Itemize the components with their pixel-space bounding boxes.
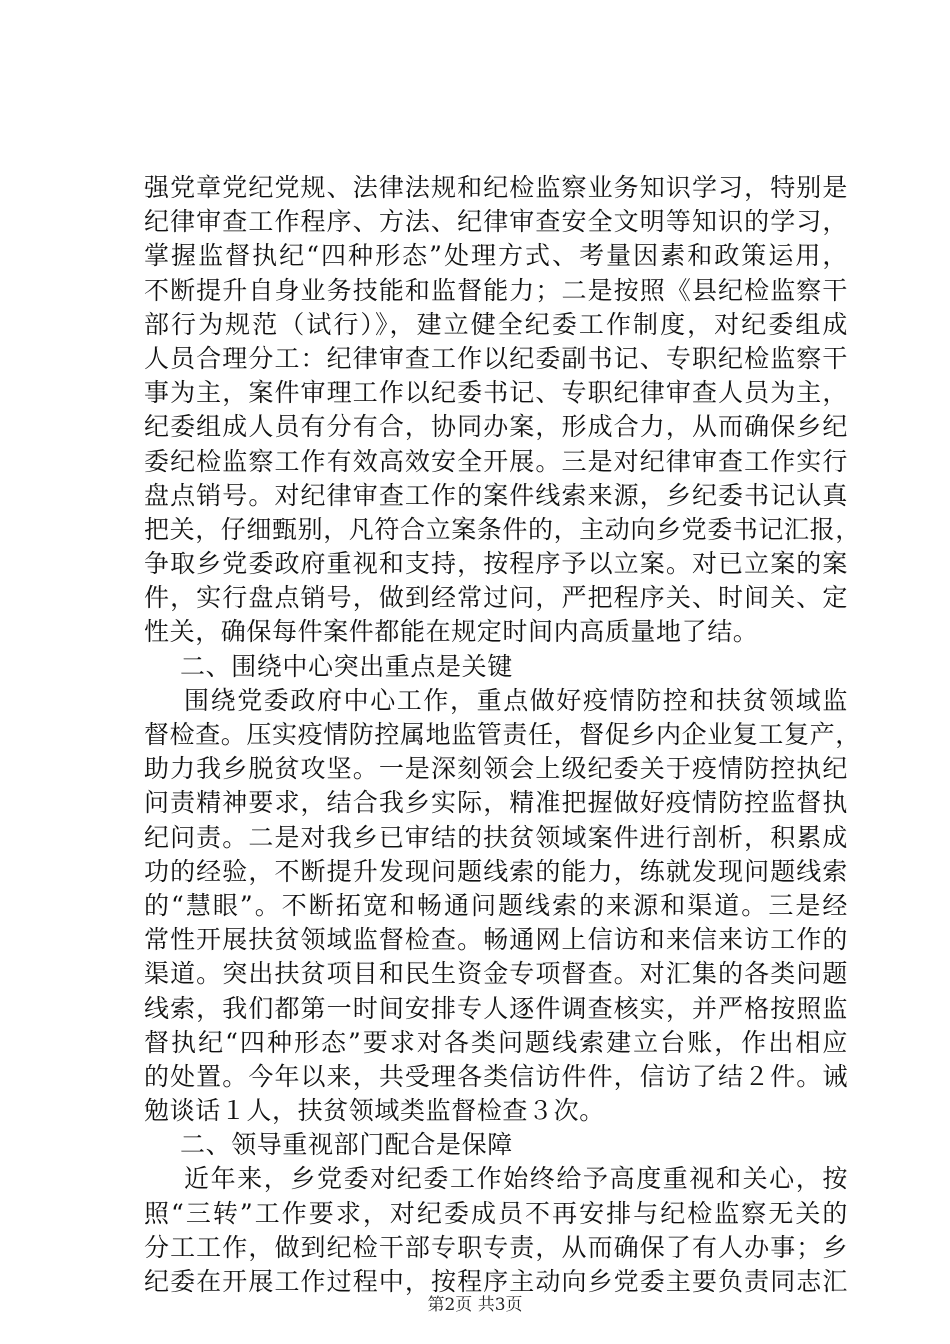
text-line: 委纪检监察工作有效高效安全开展。三是对纪律审查工作实行 [144, 446, 848, 476]
text-line: 事为主，案件审理工作以纪委书记、专职纪律审查人员为主， [144, 378, 848, 408]
text-line: 纪律审查工作程序、方法、纪律审查安全文明等知识的学习， [144, 207, 848, 237]
text-line: 督执纪“四种形态”要求对各类问题线索建立台账，作出相应 [144, 1027, 848, 1057]
text-line: 强党章党纪党规、法律法规和纪检监察业务知识学习，特别是 [144, 173, 848, 202]
text-line: 性关，确保每件案件都能在规定时间内高质量地了结。 [144, 617, 759, 647]
body-text [144, 171, 861, 1299]
text-line: 的“慧眼”。不断拓宽和畅通问题线索的来源和渠道。三是经 [144, 890, 848, 920]
text-line: 渠道。突出扶贫项目和民生资金专项督查。对汇集的各类问题 [144, 959, 848, 989]
text-line: 分工工作，做到纪检干部专职专责，从而确保了有人办事；乡 [144, 1232, 848, 1262]
text-line: 纪委在开展工作过程中，按程序主动向乡党委主要负责同志汇 [144, 1267, 848, 1296]
page-number-footer: 第2页 共3页 [427, 1295, 523, 1315]
text-line: 督检查。压实疫情防控属地监管责任，督促乡内企业复工复产， [144, 720, 861, 749]
text-line: 不断提升自身业务技能和监督能力；二是按照《县纪检监察干 [144, 275, 848, 305]
text-line: 件，实行盘点销号，做到经常过问，严把程序关、时间关、定 [144, 583, 848, 613]
section-heading: 二、围绕中心突出重点是关键 [180, 651, 513, 681]
text-line: 勉谈话１人，扶贫领域类监督检查３次。 [144, 1096, 605, 1126]
text-line: 常性开展扶贫领域监督检查。畅通网上信访和来信来访工作的 [144, 925, 848, 955]
text-line: 问责精神要求，结合我乡实际，精准把握做好疫情防控监督执 [144, 788, 848, 818]
text-line: 人员合理分工：纪律审查工作以纪委副书记、专职纪检监察干 [144, 343, 848, 373]
text-line: 掌握监督执纪“四种形态”处理方式、考量因素和政策运用， [144, 241, 848, 271]
text-line: 助力我乡脱贫攻坚。一是深刻领会上级纪委关于疫情防控执纪 [144, 754, 848, 784]
text-line: 争取乡党委政府重视和支持，按程序予以立案。对已立案的案 [144, 549, 848, 579]
text-line: 线索，我们都第一时间安排专人逐件调查核实，并严格按照监 [144, 993, 848, 1023]
text-line: 纪问责。二是对我乡已审结的扶贫领域案件进行剖析，积累成 [144, 822, 848, 852]
text-line: 的处置。今年以来，共受理各类信访件件，信访了结２件。诫 [144, 1061, 848, 1091]
text-line: 围绕党委政府中心工作，重点做好疫情防控和扶贫领域监 [184, 685, 848, 715]
text-line: 近年来，乡党委对纪委工作始终给予高度重视和关心，按 [184, 1164, 848, 1194]
text-line: 纪委组成人员有分有合，协同办案，形成合力，从而确保乡纪 [144, 412, 848, 442]
text-line: 盘点销号。对纪律审查工作的案件线索来源，乡纪委书记认真 [144, 480, 848, 510]
text-line: 部行为规范（试行）》，建立健全纪委工作制度，对纪委组成 [144, 309, 848, 339]
text-line: 照“三转”工作要求，对纪委成员不再安排与纪检监察无关的 [144, 1198, 848, 1228]
text-line: 功的经验，不断提升发现问题线索的能力，练就发现问题线索 [144, 856, 848, 886]
text-line: 把关，仔细甄别，凡符合立案条件的，主动向乡党委书记汇报， [144, 514, 861, 544]
section-heading: 二、领导重视部门配合是保障 [180, 1130, 513, 1160]
